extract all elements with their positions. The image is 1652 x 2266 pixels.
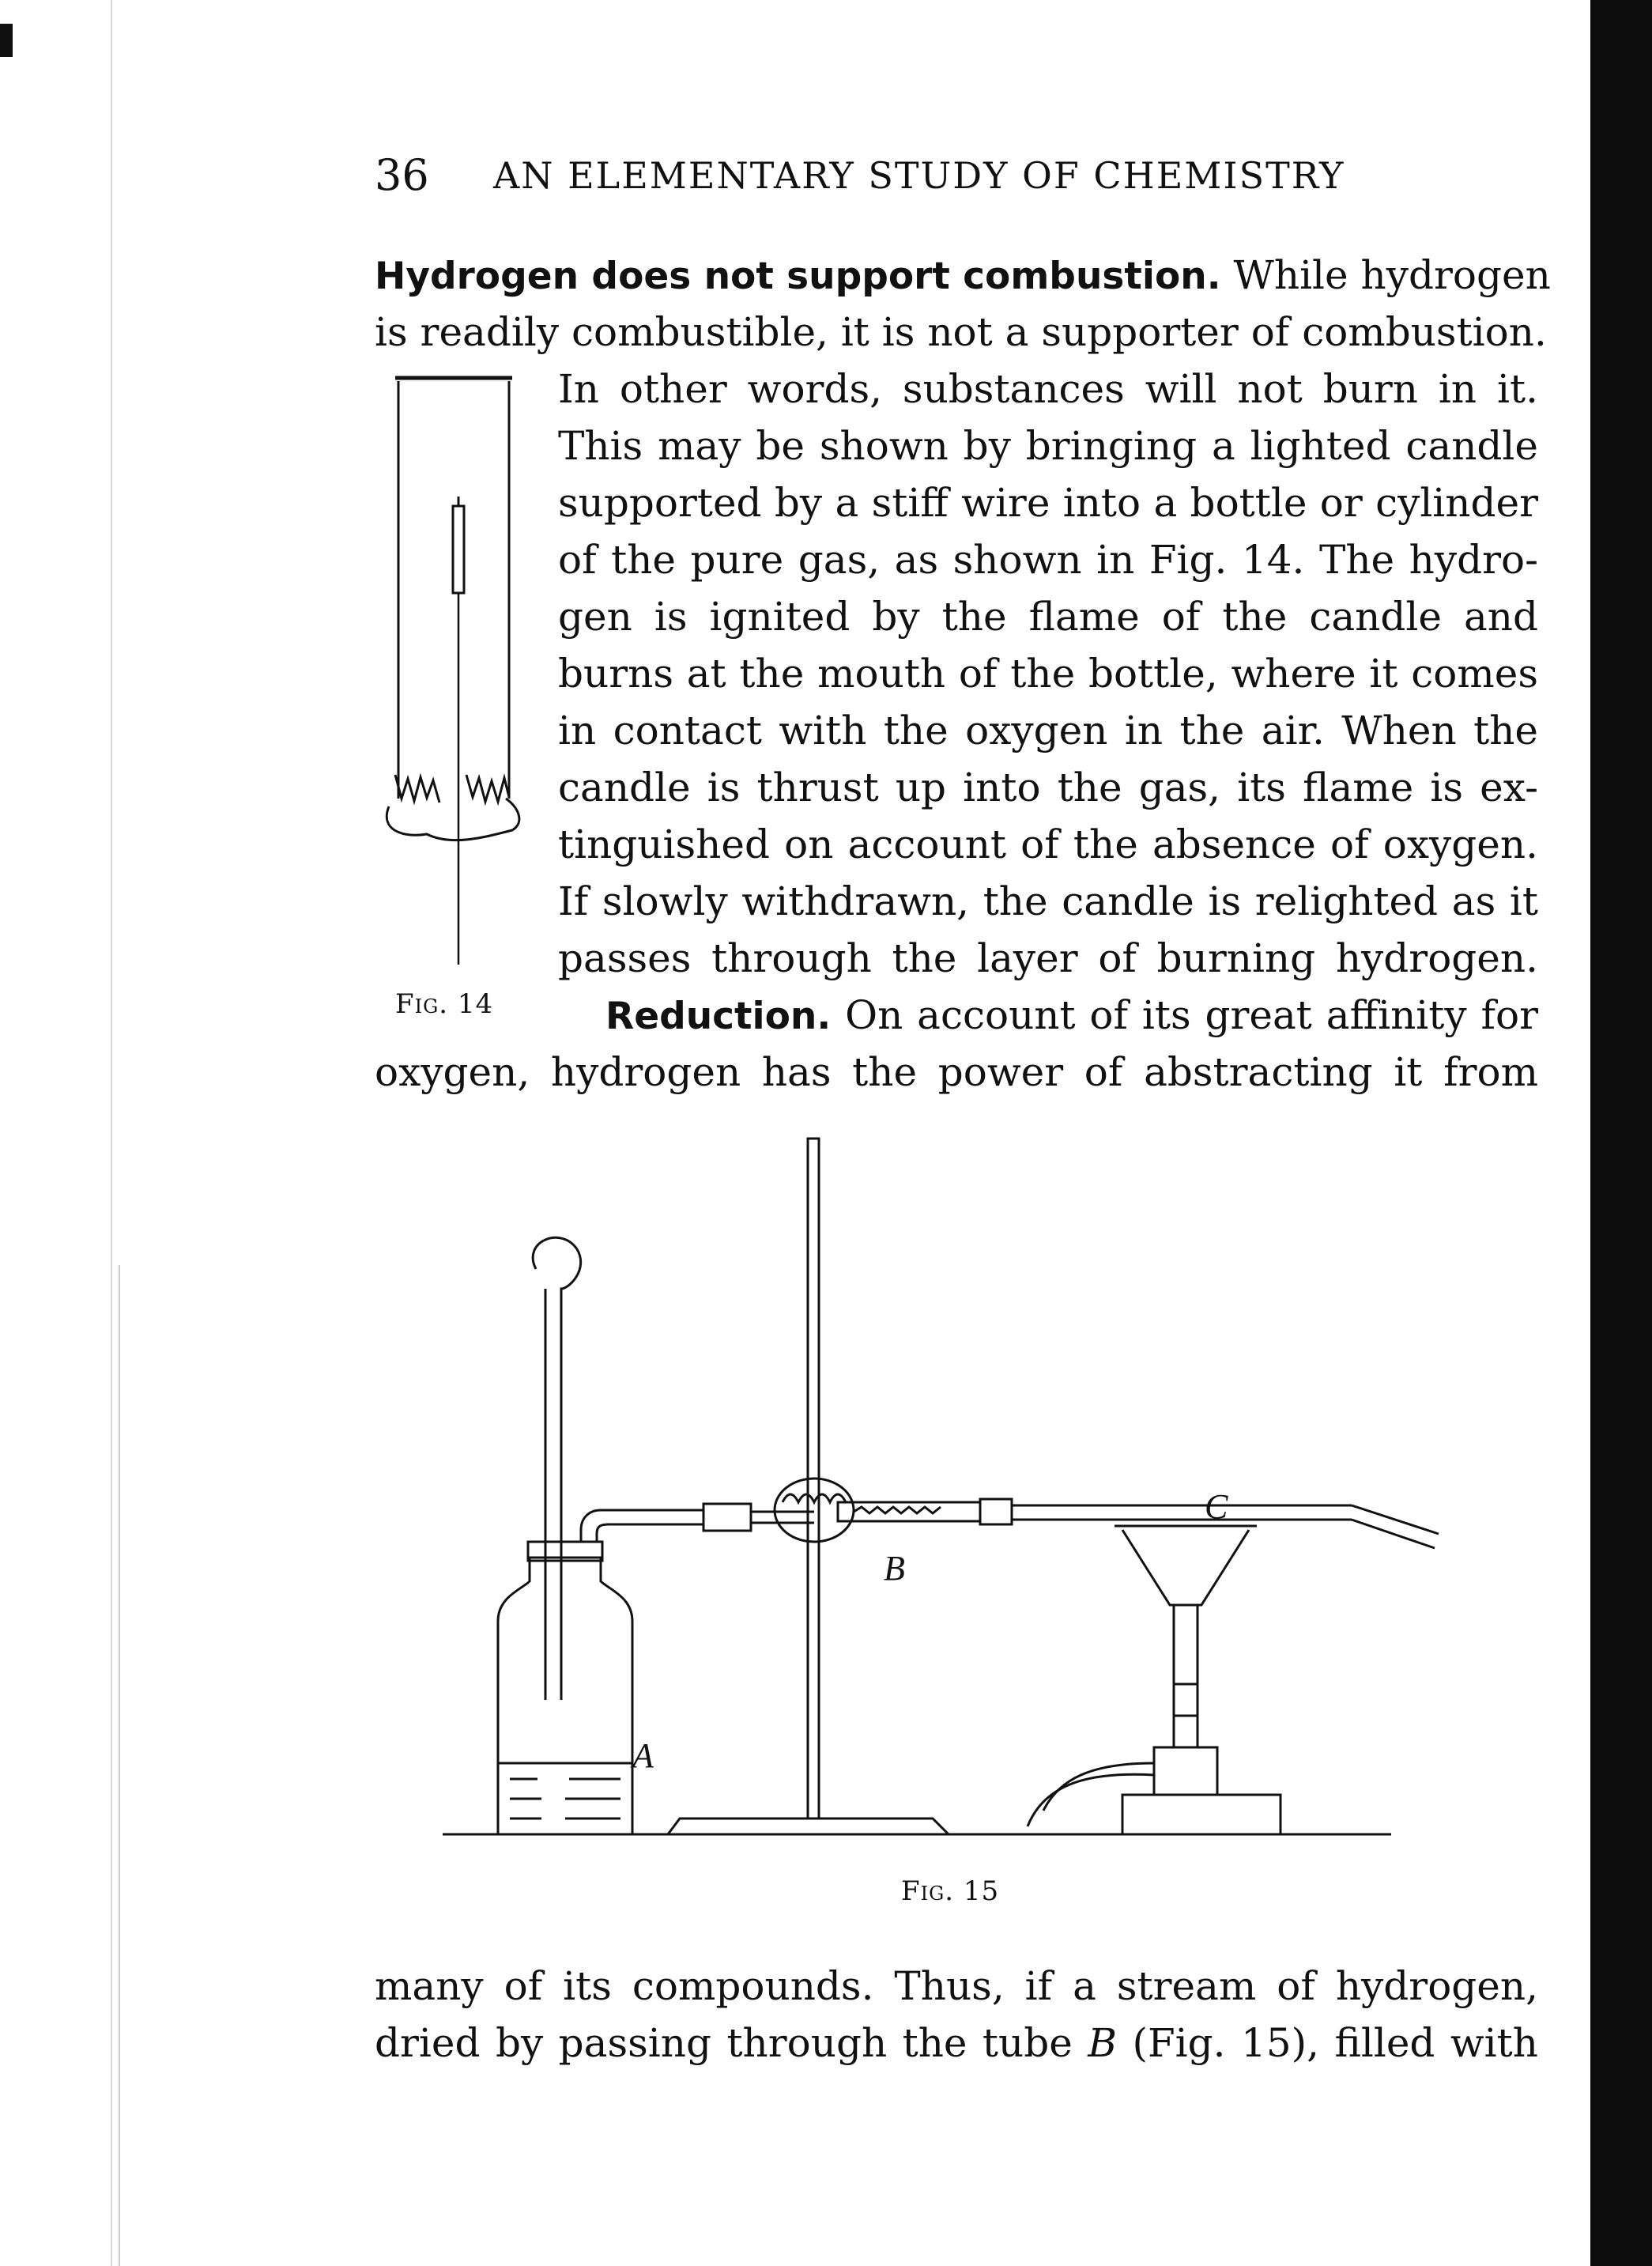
page-number: 36 <box>375 150 429 200</box>
text-line: Hydrogen does not support combustion. While hydrogen <box>375 252 1551 298</box>
text-line: In other words, substances will not burn in it. <box>558 366 1538 412</box>
section-heading: Reduction. <box>605 995 832 1038</box>
figure-15 <box>443 1131 1470 1858</box>
text-line: in contact with the oxygen in the air. When the <box>558 708 1538 753</box>
text-line: burns at the mouth of the bottle, where it comes <box>558 651 1538 697</box>
text-line: candle is thrust up into the gas, its flame is ex- <box>558 765 1538 810</box>
text-line: supported by a stiff wire into a bottle or cylinder <box>558 480 1538 526</box>
figure-15-caption: Fig. 15 <box>901 1875 1000 1907</box>
binding-line <box>111 0 112 2266</box>
figure-14-caption: Fig. 14 <box>395 988 494 1020</box>
apparatus-label-a: A <box>632 1736 654 1775</box>
text-line: oxygen, hydrogen has the power of abstracting it from <box>375 1049 1538 1095</box>
section-heading: Hydrogen does not support combustion. <box>375 255 1221 298</box>
apparatus-label-c: C <box>1205 1487 1228 1526</box>
text-line: many of its compounds. Thus, if a stream of hydrogen, <box>375 1963 1538 2009</box>
text-line: This may be shown by bringing a lighted candle <box>558 423 1538 469</box>
page-header <box>375 150 1418 206</box>
text-line: of the pure gas, as shown in Fig. 14. The hydro- <box>558 537 1538 583</box>
binding-line <box>119 1265 120 2266</box>
scan-mark <box>0 24 13 57</box>
text-line: passes through the layer of burning hydrogen. <box>558 935 1538 981</box>
text-line: dried by passing through the tube B (Fig. 15), filled with <box>375 2020 1538 2066</box>
apparatus-label-b: B <box>884 1549 905 1588</box>
text-line: is readily combustible, it is not a supporter of combustion. <box>375 309 1547 355</box>
text-line: If slowly withdrawn, the candle is relighted as it <box>558 878 1538 924</box>
text-line: Reduction. On account of its great affinity for <box>605 992 1538 1038</box>
text-line: tinguished on account of the absence of oxygen. <box>558 821 1538 867</box>
inline-label-b: B <box>1088 2020 1118 2066</box>
figure-14 <box>372 364 545 996</box>
running-title: AN ELEMENTARY STUDY OF CHEMISTRY <box>493 154 1345 197</box>
text-line: gen is ignited by the flame of the candle and <box>558 594 1538 640</box>
page-edge-shadow <box>1590 0 1652 2266</box>
